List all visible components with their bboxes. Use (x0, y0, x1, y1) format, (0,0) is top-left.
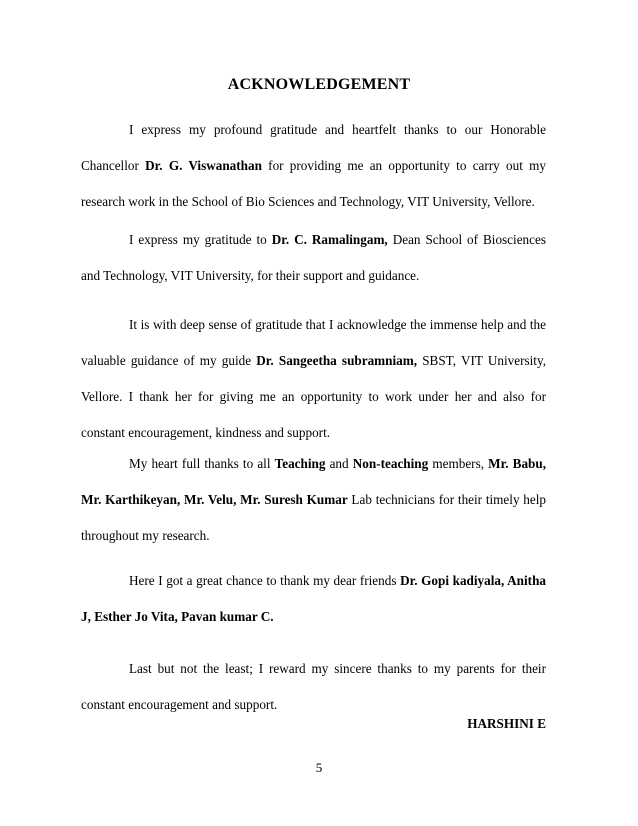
body-text: Dean School of Biosciences and Technology, VIT University, for their support and guidance. (81, 232, 546, 283)
body-text: members, (428, 456, 489, 471)
page-number: 5 (315, 760, 323, 775)
bold-name-text: Mr. Babu, Mr. Karthikeyan, Mr. Velu, Mr. Suresh Kumar (81, 456, 547, 507)
body-text: I express my gratitude to (129, 232, 272, 247)
body-text: Here I got a great chance to thank my dear friends (129, 573, 401, 588)
paragraph-friends (81, 563, 546, 635)
bold-name-text: Non-teaching (352, 456, 429, 471)
body-text: It is with deep sense of gratitude that I acknowledge the immense help and the valuable guidance of my guide (81, 317, 546, 368)
paragraph-guide (81, 307, 546, 451)
body-text: for providing me an opportunity to carry out my research work in the School of Bio Sciences and Technology, VIT University, Vellore. (81, 158, 546, 209)
bold-name-text: Dr. Sangeetha subramniam, (256, 353, 418, 368)
body-text: My heart full thanks to all (129, 456, 275, 471)
paragraph-staff (81, 446, 546, 554)
bold-name-text: Dr. Gopi kadiyala, Anitha J, Esther Jo Vita, Pavan kumar C. (81, 573, 546, 624)
body-text: and (325, 456, 353, 471)
paragraph-chancellor (81, 112, 546, 220)
body-text: Lab technicians for their timely help throughout my research. (81, 492, 546, 543)
bold-name-text: Dr. C. Ramalingam, (271, 232, 388, 247)
bold-name-text: Teaching (274, 456, 326, 471)
signature-name: HARSHINI E (467, 716, 546, 731)
bold-name-text: Dr. G. Viswanathan (145, 158, 262, 173)
body-text: Last but not the least; I reward my sincere thanks to my parents for their constant encouragement and support. (81, 661, 546, 712)
body-text: I express my profound gratitude and heartfelt thanks to our Honorable Chancellor (81, 122, 546, 173)
paragraph-dean (81, 222, 546, 294)
body-text: SBST, VIT University, Vellore. I thank her for giving me an opportunity to work under her and also for constant encouragement, kindness and support. (81, 353, 546, 440)
page-title: ACKNOWLEDGEMENT (227, 76, 411, 93)
